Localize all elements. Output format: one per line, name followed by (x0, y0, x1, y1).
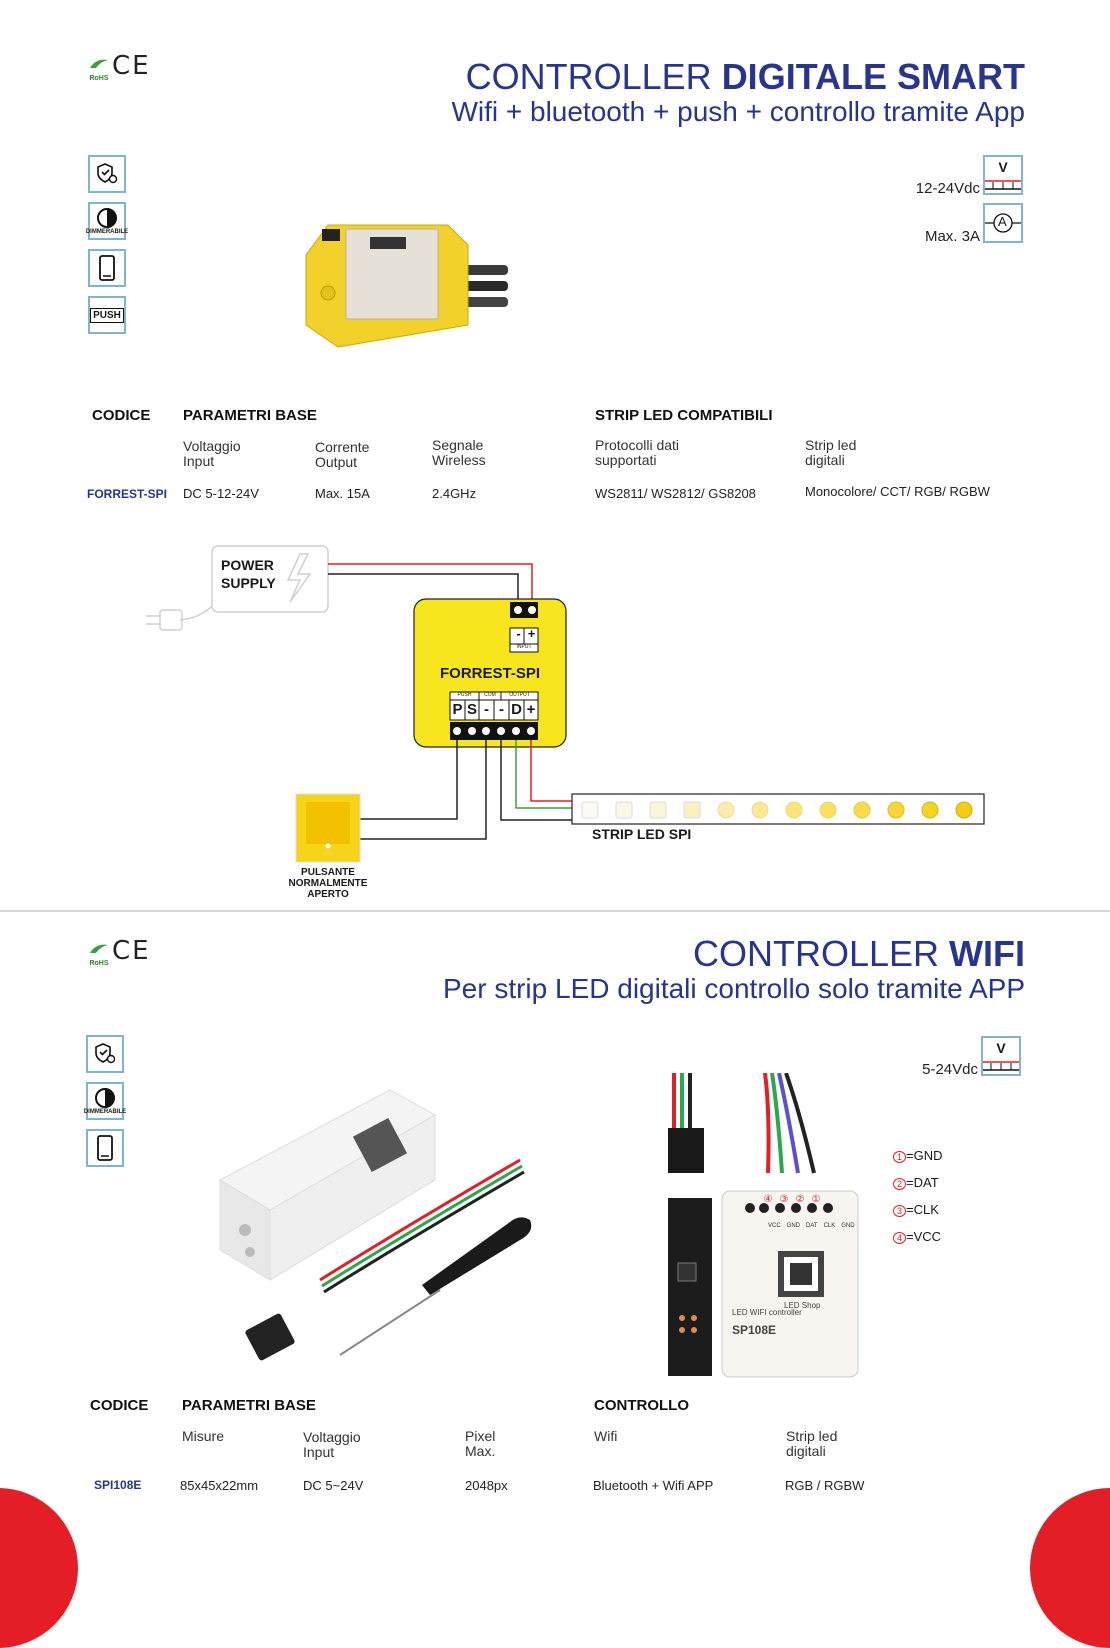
push-icon (88, 296, 126, 334)
table2-sub-voltaggio: Voltaggio Input (303, 1429, 361, 1460)
pinout-legend (893, 1143, 943, 1251)
section2-title: CONTROLLER WIFI (692, 933, 1025, 974)
rohs-logo: RoHS (88, 57, 110, 83)
table1-sub-voltaggio: Voltaggio Input (183, 438, 241, 469)
table1-sub-strip: Strip led digitali (805, 437, 857, 468)
current-spec: Max. 3A (924, 228, 980, 245)
dimmer-label: DIMMERABILE (85, 228, 129, 235)
button-label: PULSANTE NORMALMENTE APERTO (288, 867, 368, 900)
table2-size: 85x45x22mm (180, 1478, 259, 1493)
pinout-item: 4 =VCC (893, 1224, 943, 1251)
svg-text:④: ④ (763, 1194, 773, 1205)
pin-labels-device: VCC GND DAT CLK GND (768, 1223, 855, 1229)
input-terminal-labels: - + (516, 626, 536, 641)
table2-voltage: DC 5~24V (303, 1478, 364, 1493)
com-terminal-label: COM (484, 692, 496, 698)
table1-strips: Monocolore/ CCT/ RGB/ RGBW (805, 484, 990, 499)
ce-mark: CE (112, 51, 151, 81)
sp108e-pinout-photo (660, 1073, 860, 1378)
svg-text:②: ② (795, 1194, 805, 1205)
terminal-letters: P S - - D + (452, 701, 536, 718)
section-divider (0, 910, 1110, 912)
dimmer-icon (83, 1082, 127, 1120)
smartphone-icon (86, 1129, 124, 1167)
shield-gear-icon (88, 155, 126, 193)
section1-title: CONTROLLER DIGITALE SMART (465, 56, 1025, 97)
shield-gear-icon (86, 1035, 124, 1073)
pinout-item: 1 =GND (893, 1143, 943, 1170)
table1-sub-corrente: Corrente Output (315, 439, 370, 470)
device-shop-label: LED Shop (784, 1301, 821, 1310)
table1-current: Max. 15A (315, 486, 370, 501)
input-label: INPUT (516, 644, 532, 650)
voltage-spec: 12-24Vdc (915, 180, 980, 197)
table2-wifi: Bluetooth + Wifi APP (593, 1478, 714, 1493)
table2-sub-pixel: Pixel Max. (465, 1428, 496, 1459)
pinout-item: 3 =CLK (893, 1197, 943, 1224)
forrest-spi-product-image (298, 215, 513, 355)
voltage-icon: V (981, 1036, 1021, 1076)
corner-decoration-right (1030, 1488, 1110, 1648)
sp108e-product-image (200, 1080, 545, 1380)
push-terminal-label: PUSH (457, 692, 472, 698)
table2-pixels: 2048px (465, 1478, 508, 1493)
smartphone-icon (88, 249, 126, 287)
table1-sub-protocolli: Protocolli dati supportati (595, 437, 680, 468)
corner-decoration-left (0, 1488, 78, 1648)
table1-header-strip: STRIP LED COMPATIBILI (595, 407, 773, 424)
power-supply-label: POWER SUPPLY (221, 557, 276, 591)
ce-mark-2: CE (112, 936, 151, 966)
device-product-label: LED WIFI controller (732, 1308, 802, 1317)
controller-label: FORREST-SPI (439, 665, 540, 682)
device-model-label: SP108E (732, 1323, 777, 1337)
table2-header-parametri: PARAMETRI BASE (182, 1397, 316, 1414)
table1-header-codice: CODICE (92, 407, 151, 424)
rohs-logo-2: RoHS (88, 942, 110, 968)
output-terminal-label: OUTPUT (509, 692, 530, 698)
dimmer-label: DIMMERABILE (83, 1108, 127, 1115)
pinout-item: 2 =DAT (893, 1170, 943, 1197)
section2-subtitle: Per strip LED digitali controllo solo tramite APP (442, 973, 1025, 1004)
section1-subtitle: Wifi + bluetooth + push + controllo tramite App (451, 96, 1025, 127)
table1-header-parametri: PARAMETRI BASE (183, 407, 317, 424)
table1-wireless: 2.4GHz (432, 486, 477, 501)
strip-led-label: STRIP LED SPI (592, 826, 692, 842)
svg-text:③: ③ (779, 1194, 789, 1205)
table2-sub-wifi: Wifi (594, 1428, 618, 1444)
table2-header-codice: CODICE (90, 1397, 149, 1414)
table2-sub-strip: Strip led digitali (786, 1428, 838, 1459)
table2-header-controllo: CONTROLLO (594, 1397, 689, 1414)
wiring-lines (140, 540, 1000, 905)
table1-code: FORREST-SPI (87, 487, 168, 501)
ampere-icon: A (983, 203, 1023, 243)
push-label: PUSH (90, 308, 124, 323)
dimmer-icon (85, 202, 129, 240)
table2-sub-misure: Misure (182, 1428, 225, 1444)
voltage-icon: V (983, 155, 1023, 195)
voltage-spec-2: 5-24Vdc (922, 1061, 978, 1078)
table1-sub-segnale: Segnale Wireless (432, 437, 486, 468)
table2-strips: RGB / RGBW (785, 1478, 865, 1493)
table1-protocols: WS2811/ WS2812/ GS8208 (595, 486, 756, 501)
svg-text:①: ① (811, 1194, 821, 1205)
wiring-diagram (140, 540, 1000, 905)
table1-voltage: DC 5-12-24V (183, 486, 259, 501)
table2-code: SPI108E (94, 1478, 142, 1492)
